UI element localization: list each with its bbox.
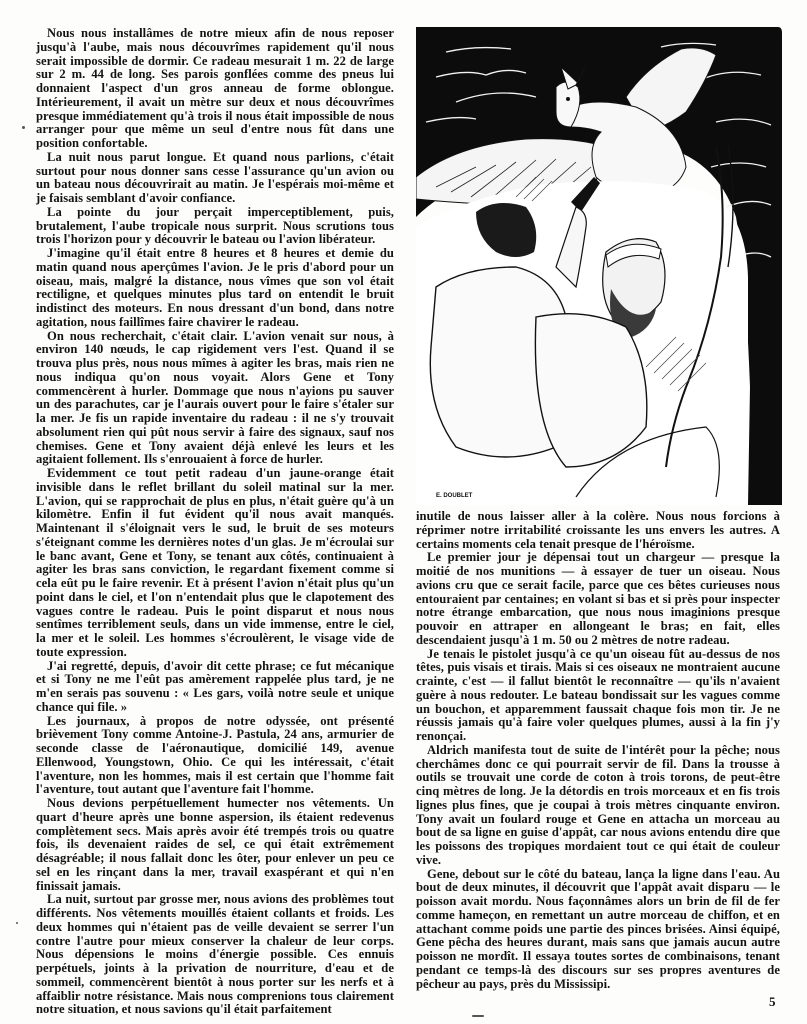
paragraph: Aldrich manifesta tout de suite de l'intérêt pour la pêche; nous cherchâmes donc ce qui pourrait servir de fil. Dans la trousse à outils se trouvait une corde de coton à trois torons, de peut-être cinq mètres de long. Je la détordis en trois morceaux et en fis trois lignes plus fines, que je coupai à trois mètres cinquante environ. Tony avait un foulard rouge et Gene en attacha un morceau au bout de sa ligne en guise d'appât, car nous avions entendu dire que les poissons des tropiques mordaient tout ce qui était de couleur vive. [416, 742, 780, 867]
paragraph: Evidemment ce tout petit radeau d'un jaune-orange était invisible dans le reflet brillant du soleil matinal sur la mer. L'avion, qui se rapprochait de plus en plus, n'était guère qu'à un kilomètre. Enfin il fut évident qu'il nous avait manqués. Maintenant il s'éloignait vers le sud, le bruit de ses moteurs s'éteignant comme les dernières notes d'un glas. Je m'écroulai sur le banc avant, Gene et Tony, se tenant aux côtés, continuaient à agiter les bras sans conviction, le regardant fixement comme si cela eût pu le faire revenir. Et à présent l'avion n'était plus qu'un point dans le ciel, et l'on n'entendait plus que le clapotement des vagues contre le radeau. Puis le point disparut et nous nous sentîmes terriblement seuls, dans un vide immense, entre le ciel, la mer et le soleil. Les hommes s'écroulèrent, le visage vide de toute expression. [36, 466, 394, 659]
paragraph: Nous devions perpétuellement humecter nos vêtements. Un quart d'heure après une bonne aspersion, ils étaient redevenus complètement secs. Mais après avoir été trempés trois ou quatre fois, ils devenaient raides de sel, ce qui était extrêmement désagréable; il nous fallait donc les ôter, pour enlever un peu ce sel en les rinçant dans la mer, travail exaspérant et qui n'en finissait jamais. [36, 796, 394, 893]
paragraph: On nous recherchait, c'était clair. L'avion venait sur nous, à environ 140 nœuds, le cap rigidement vers l'est. Quand il se trouva plus près, nous nous mîmes à agiter les bras, mais rien ne nous indiqua qu'on nous voyait. Alors Gene et Tony commencèrent à hurler. Dommage que nous n'ayions pu sauver un des parachutes, car je l'aurais ouvert pour le faire s'étaler sur la mer. Je fis un rapide inventaire du radeau : il ne s'y trouvait absolument rien qui pût nous servir à faire des signaux, sauf nos chemises. Gene et Tony avaient déjà enlevé les leurs et les agitaient follement. Ils s'enrouaient à force de hurler. [36, 328, 394, 467]
paragraph: inutile de nous laisser aller à la colère. Nous nous forcions à réprimer notre irritabilité croissante les uns envers les autres. A certains moments cela tenait presque de l'héroïsme. [416, 509, 780, 551]
paragraph: Les journaux, à propos de notre odyssée, ont présenté brièvement Tony comme Antoine-J. Pastula, 24 ans, armurier de seconde classe de l'aéronautique, domicilié 149, avenue Ellenwood, Youngstown, Ohio. Ce qui les intéressait, c'était l'aventure, non les hommes, mais il est certain que l'homme fait l'aventure, tout autant que l'aventure fait l'homme. [36, 713, 394, 797]
right-text-column [416, 510, 780, 991]
paragraph: Le premier jour je dépensai tout un chargeur — presque la moitié de nos munitions — à essayer de tuer un oiseau. Nous avions cru que ce serait facile, parce que ces bêtes curieuses nous entouraient par centaines; en volant si bas et si près pour inspecter notre étrange embarcation, que nous nous imaginions presque pouvoir en attraper en allongeant le bras; en fait, elles descendaient jusqu'à 1 m. 50 ou 2 mètres de notre radeau. [416, 550, 780, 647]
bearded-man-body [535, 314, 646, 467]
print-speck [22, 126, 25, 129]
print-speck [16, 922, 18, 924]
paragraph: J'imagine qu'il était entre 8 heures et 8 heures et demie du matin quand nous aperçûmes l'avion. Je le pris d'abord pour un oiseau, mais, malgré la distance, nous vîmes que son vol était rectiligne, et quelques minutes plus tard on entendit le bruit indistinct des moteurs. En nous dressant d'un bond, dans notre agitation, nous faillîmes faire chavirer le radeau. [36, 246, 394, 329]
paragraph: J'ai regretté, depuis, d'avoir dit cette phrase; ce fut mécanique et si Tony ne me l'eût pas amèrement rappelée plus tard, je ne m'en serais pas souvenu : « Les gars, voilà notre seule et unique chance qui file. » [36, 658, 394, 714]
paragraph: La nuit nous parut longue. Et quand nous parlions, c'était surtout pour nous donner sans cesse l'assurance qu'un avion ou un bateau nous découvrirait au matin. Je l'espérais moi-même et je faisais semblant d'avoir confiance. [36, 149, 394, 205]
left-text-column [36, 27, 394, 1017]
paragraph: Nous nous installâmes de notre mieux afin de nous reposer jusqu'à l'aube, mais nous découvrîmes rapidement qu'il nous serait impossible de dormir. Ce radeau mesurait 1 m. 22 de large sur 2 m. 44 de long. Ses parois gonflées comme des pneus lui donnaient l'aspect d'un gros anneau de forme oblongue. Intérieurement, il avait un mètre sur deux et nous découvrîmes presque immédiatement qu'à trois il nous était impossible de nous arranger pour que même un seul d'entre nous fût dans une position confortable. [36, 26, 394, 150]
paragraph: La nuit, surtout par grosse mer, nous avions des problèmes tout différents. Nos vêtements mouillés étaient collants et froids. Les deux hommes qui n'étaient pas de veille devaient se serrer l'un contre l'autre pour mieux conserver la chaleur de leur corps. Nous dépensions le moins d'énergie possible. Ces ennuis perpétuels, joints à la privation de nourriture, d'eau et de sommeil, commencèrent bientôt à nous porter sur les nerfs et à affaiblir notre résistance. Mais nous comprenions tous clairement notre situation, et nous savions qu'il était parfaitement [36, 892, 394, 1017]
raft-seabird-illustration [416, 27, 784, 507]
seabird-eye [566, 97, 570, 101]
artist-signature: E. DOUBLET [436, 493, 473, 499]
print-speck [472, 1015, 484, 1017]
page-number: 5 [769, 994, 776, 1009]
paragraph: Gene, debout sur le côté du bateau, lança la ligne dans l'eau. Au bout de deux minutes, il découvrit que l'appât avait disparu — le poisson avait mordu. Nous façonnâmes alors un brin de fil de fer comme hameçon, en remettant un autre morceau de chiffon, et en attachant comme poids une partie des pinces brisées. Ainsi équipé, Gene pêcha des heures durant, mais sans que jamais aucun autre poisson ne mordît. Il essaya toutes sortes de combinaisons, tenant pendant ce temps-là des discours sur ses propres aventures de pêcheur au pays, près du Mississipi. [416, 866, 780, 991]
paragraph: La pointe du jour perçait imperceptiblement, puis, brutalement, l'aube tropicale nous surprit. Nous scrutions tous trois l'horizon pour y découvrir le bateau ou l'avion libérateur. [36, 204, 394, 247]
paragraph: Je tenais le pistolet jusqu'à ce qu'un oiseau fût au-dessus de nos têtes, puis visais et tirais. Mais si ces oiseaux ne montraient aucune crainte, c'est — il fallut bientôt le reconnaître — qu'ils n'avaient guère à nous redouter. Le bateau bondissait sur les vagues comme un bouchon, et apparemment faussait chaque fois mon tir. Je ne réussis jamais qu'à faire voler quelques plumes, aussi à la fin j'y renonçai. [416, 646, 780, 743]
